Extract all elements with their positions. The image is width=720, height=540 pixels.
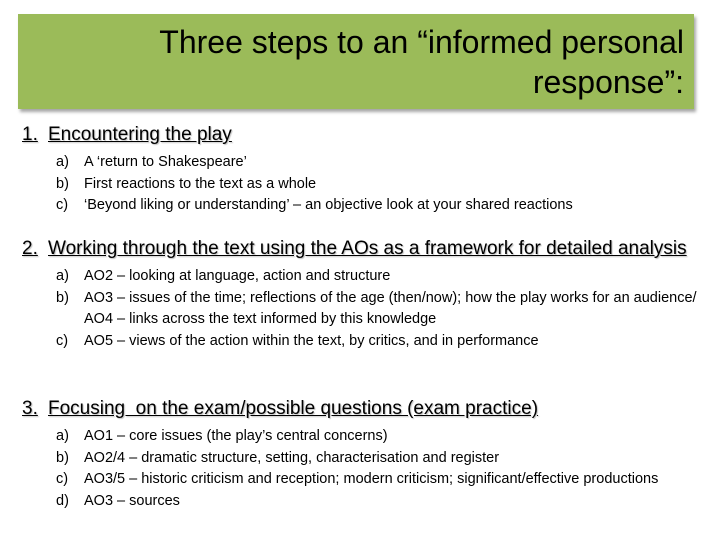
section-number: 3. bbox=[22, 398, 38, 419]
item-letter: b) bbox=[56, 289, 69, 306]
item-text: AO2 – looking at language, action and structure bbox=[84, 268, 391, 284]
list-item bbox=[56, 195, 712, 217]
section-heading bbox=[22, 124, 712, 146]
title-line-1: Three steps to an “informed personal bbox=[159, 24, 684, 60]
list-item bbox=[56, 266, 712, 288]
section-1 bbox=[22, 124, 712, 217]
item-text: AO1 – core issues (the play’s central concerns) bbox=[84, 428, 388, 444]
item-letter: a) bbox=[56, 428, 69, 444]
slide-title bbox=[159, 22, 684, 102]
item-list bbox=[56, 266, 712, 352]
section-heading bbox=[22, 238, 712, 260]
item-text: A ‘return to Shakespeare’ bbox=[84, 154, 247, 170]
title-line-2: response”: bbox=[532, 64, 684, 100]
section-title: Focusing on the exam/possible questions (exam practice) bbox=[48, 398, 539, 419]
item-text: AO3/5 – historic criticism and reception; modern criticism; significant/effective productions bbox=[84, 471, 659, 487]
list-item bbox=[56, 288, 712, 331]
item-text: First reactions to the text as a whole bbox=[84, 175, 317, 192]
section-3 bbox=[22, 398, 712, 512]
list-item bbox=[56, 448, 712, 470]
item-letter: c) bbox=[56, 332, 69, 349]
section-title: Working through the text using the AOs as a framework for detailed analysis bbox=[48, 238, 687, 259]
item-list bbox=[56, 426, 712, 512]
section-number: 2. bbox=[22, 238, 38, 259]
item-text: AO3 – sources bbox=[84, 492, 180, 509]
list-item bbox=[56, 491, 712, 513]
list-item bbox=[56, 331, 712, 353]
item-list bbox=[56, 152, 712, 217]
list-item bbox=[56, 469, 712, 491]
item-letter: b) bbox=[56, 175, 69, 192]
section-2 bbox=[22, 238, 712, 352]
section-title: Encountering the play bbox=[48, 124, 232, 145]
item-text: ‘Beyond liking or understanding’ – an objective look at your shared reactions bbox=[84, 197, 573, 213]
list-item bbox=[56, 174, 712, 196]
title-banner bbox=[18, 14, 694, 109]
item-text: AO2/4 – dramatic structure, setting, characterisation and register bbox=[84, 449, 500, 466]
item-letter: b) bbox=[56, 449, 69, 466]
section-heading bbox=[22, 398, 712, 420]
list-item bbox=[56, 152, 712, 174]
section-number: 1. bbox=[22, 124, 38, 145]
item-text: AO5 – views of the action within the text, by critics, and in performance bbox=[84, 332, 539, 349]
item-letter: a) bbox=[56, 154, 69, 170]
item-letter: c) bbox=[56, 471, 69, 487]
item-letter: a) bbox=[56, 268, 69, 284]
item-letter: c) bbox=[56, 197, 69, 213]
item-letter: d) bbox=[56, 492, 69, 509]
list-item bbox=[56, 426, 712, 448]
item-text: AO3 – issues of the time; reflections of the age (then/now); how the play works for an audience/ AO4 – links across the text informed by this knowledge bbox=[84, 289, 697, 327]
